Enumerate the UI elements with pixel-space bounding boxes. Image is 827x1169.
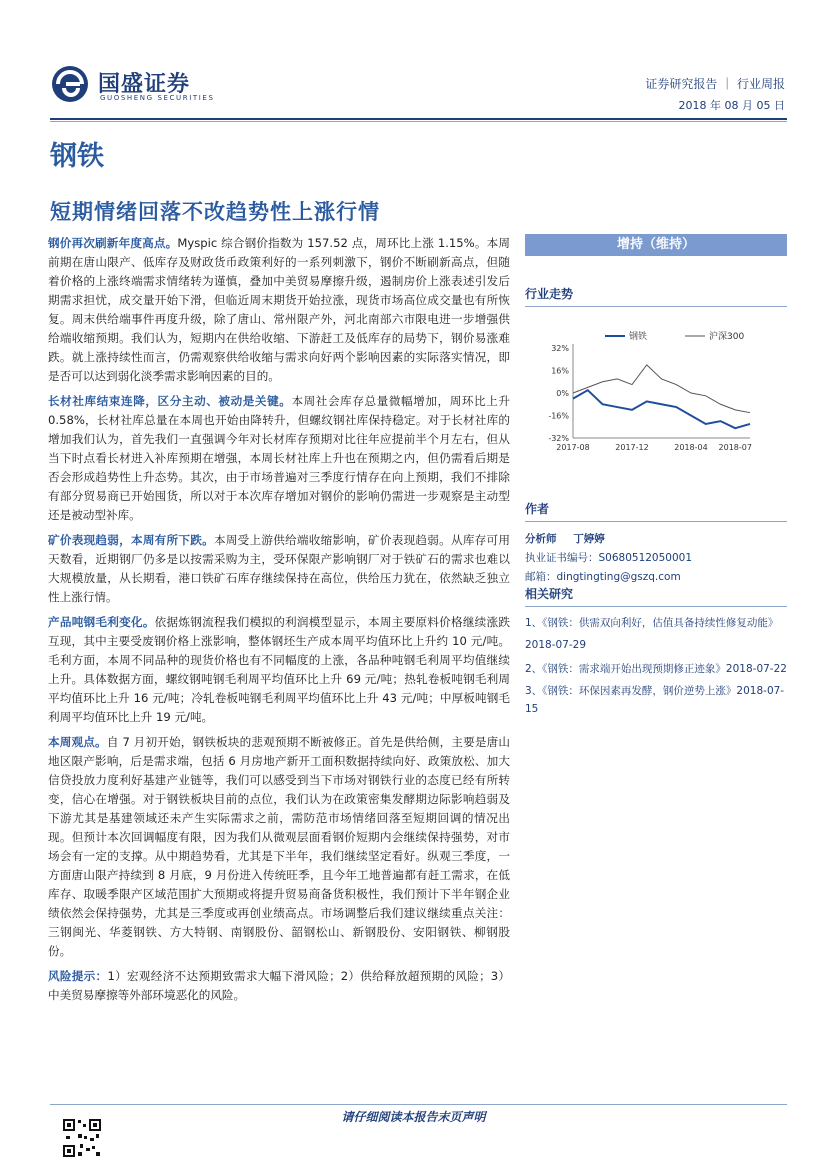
- series-line-steel: [573, 390, 750, 428]
- company-logo: [50, 64, 240, 108]
- analyst-name: 丁婷婷: [573, 533, 605, 545]
- main-content: [48, 234, 510, 1011]
- x-tick-label: 2017-12: [615, 443, 649, 452]
- paragraph-text: Myspic 综合钢价指数为 157.52 点，周环比上涨 1.15%。本周前期在唐山限产、低库存及财政货币政策利好的一系列刺激下，钢价不断刷新高点，但随着价格的上涨终端需求情绪转为谨慎，叠加中美贸易摩擦升级，遏制房价上涨表述引发后期需求担忧，成交量开始下滑，但临近周末期货开始拉涨，现货市场高位成交量也有所恢复。周末供给端事件再度升级，除了唐山、常州限产外，河北南部六市限电进一步增强供给端收缩预期。我们认为，短期内在供给收缩、下游赶工及低库存的局势下，钢价易涨难跌。就上涨持续性而言，仍需观察供给收缩与需求向好两个影响因素的实际落实情况，即是否可以达到弱化淡季需求影响因素的目的。: [48, 236, 510, 383]
- email-link[interactable]: dingtingting@gszq.com: [556, 571, 681, 583]
- paragraph-text: 本周受上游供给端收缩影响，矿价表现趋弱。从库存可用天数看，近期钢厂仍多是以按需采购为主，受环保限产影响钢厂对于铁矿石的需求也难以大规模放量，从长期看，港口铁矿石库存继续保持在高位，供给压力犹在，依然缺乏独立性上涨行情。: [48, 533, 510, 604]
- paragraph-margin: [48, 613, 510, 727]
- legend-label: 钢铁: [629, 332, 648, 342]
- paragraph-lead: 产品吨钢毛利变化。: [48, 615, 155, 629]
- report-meta: [645, 75, 785, 112]
- related-item[interactable]: 2、《钢铁：需求端开始出现预期修正迹象》2018-07-22: [525, 663, 787, 675]
- trend-chart: [525, 326, 787, 462]
- analyst-line: [525, 530, 787, 549]
- logo-text-cn: 国盛证券: [98, 72, 191, 97]
- paragraph-price: [48, 234, 510, 386]
- legend-label: 沪深300: [709, 332, 745, 342]
- license-number: S0680512050001: [598, 552, 693, 564]
- y-tick-label: 32%: [551, 344, 569, 353]
- logo-mark-icon: [50, 64, 90, 104]
- x-tick-label: 2018-04: [674, 443, 708, 452]
- y-tick-label: 16%: [551, 366, 569, 376]
- header-divider: [50, 118, 787, 120]
- paragraph-text: 自 7 月初开始，钢铁板块的悲观预期不断被修正。首先是供给侧，主要是唐山地区限产影响，后是需求端，包括 6 月房地产新开工面积数据持续向好、政策放松、加大信贷投放力度利好基建产业链等，我们可以感受到当下市场对钢铁行业的态度已经有所转变，信心在增强。对于钢铁板块目前的点位，我们认为在政策密集发酵期边际影响趋弱及下游尤其是基建领域还未产生实际需求之前，需防范市场情绪回落至短期回调的情况出现。但预计本次回调幅度有限，因为我们从微观层面看钢价短期内会继续保持强势，对市场会有一定的支撑。从中期趋势看，尤其是下半年，我们继续坚定看好。纵观三季度，一方面唐山限产持续到 8 月底，9 月份进入传统旺季，且今年工地普遍都有赶工需求，在低库存、取暖季限产区域范围扩大预期或将提升贸易商备货积极性，我们预计下半年钢企业绩依然会保持强势，尤其是三季度或再创业绩高点。市场调整后我们建议继续重点关注：三钢闽光、华菱钢铁、方大特钢、南钢股份、韶钢松山、新钢股份、安阳钢铁、柳钢股份。: [48, 735, 510, 958]
- paragraph-text: 1）宏观经济不达预期致需求大幅下滑风险；2）供给释放超预期的风险；3）中美贸易摩擦等外部环境恶化的风险。: [48, 969, 510, 1002]
- paragraph-lead: 钢价再次刷新年度高点。: [48, 236, 178, 250]
- author-section: [525, 500, 787, 587]
- analyst-role: 分析师: [525, 533, 557, 545]
- related-section: [525, 585, 787, 718]
- trend-heading: 行业走势: [525, 285, 787, 307]
- related-item[interactable]: 3、《钢铁：环保因素再发酵，钢价逆势上涨》2018-07-15: [525, 685, 785, 715]
- report-type: 证券研究报告 ｜ 行业周报: [645, 77, 785, 91]
- paragraph-lead: 矿价表现趋弱，本周有所下跌。: [48, 533, 214, 547]
- qr-code-icon: [62, 1118, 102, 1158]
- logo-text-en: GUOSHENG SECURITIES: [100, 94, 215, 102]
- license-label: 执业证书编号：: [525, 552, 599, 564]
- x-tick-label: 2018-07: [718, 443, 752, 452]
- paragraph-lead: 长材社库结束连降，区分主动、被动是关键。: [48, 394, 292, 408]
- series-line-csi300: [573, 365, 750, 413]
- license-line: [525, 549, 787, 568]
- x-tick-label: 2017-08: [556, 443, 590, 452]
- footer-disclaimer: 请仔细阅读本报告末页声明: [341, 1110, 486, 1124]
- related-heading: 相关研究: [525, 585, 787, 607]
- rating-badge: 增持（维持）: [525, 234, 787, 256]
- header-divider-thin: [50, 121, 787, 122]
- paragraph-ore: [48, 531, 510, 607]
- paragraph-inventory: [48, 392, 510, 525]
- sector-title: 钢铁: [50, 141, 104, 172]
- related-item[interactable]: 1、《钢铁：供需双向利好，估值具备持续性修复动能》: [525, 617, 779, 629]
- y-tick-label: 0%: [556, 389, 569, 398]
- report-date: 2018 年 08 月 05 日: [678, 99, 785, 112]
- y-tick-label: -32%: [548, 434, 569, 443]
- sidebar: [525, 234, 787, 307]
- paragraph-text: 依据炼钢流程我们模拟的利润模型显示，本周主要原料价格继续涨跌互现，其中主要受废钢价格上涨影响，整体钢坯生产成本周平均值环比上升约 10 元/吨。毛利方面，本周不同品种的现货价格也有不同幅度的上涨，各品种吨钢毛利周平均值继续上升。具体数据方面，螺纹钢吨钢毛利周平均值环比上升 69 元/吨；热轧卷板吨钢毛利周平均值环比上升 16 元/吨；冷轧卷板吨钢毛利周平均值环比上升 43 元/吨；中厚板吨钢毛利周平均值环比上升 19 元/吨。: [48, 615, 510, 724]
- report-title: 短期情绪回落不改趋势性上涨行情: [50, 200, 380, 224]
- paragraph-view: [48, 733, 510, 961]
- related-item-date: 2018-07-29: [525, 639, 587, 651]
- paragraph-lead: 本周观点。: [48, 735, 107, 749]
- footer-divider: [50, 1104, 787, 1105]
- email-label: 邮箱：: [525, 571, 557, 583]
- author-heading: 作者: [525, 500, 787, 522]
- paragraph-risk: [48, 967, 510, 1005]
- trend-chart-svg: [525, 326, 787, 462]
- y-tick-label: -16%: [548, 411, 569, 421]
- paragraph-text: 本周社会库存总量微幅增加，周环比上升 0.58%，长材社库总量在本周也开始由降转升，但螺纹钢社库保持稳定。对于长材社库的增加我们认为，首先我们一直强调今年对长材库存预期对比往年应提前半个月左右，但从当下时点看长材进入补库预期在增强，本周长材社库上升也在预期之内，但仍需看后期是否会形成趋势性上升态势。其次，由于市场普遍对三季度行情存在向上预期，我们不排除有部分贸易商已开始囤货，所以对于本次库存增加对钢价的影响仍需进一步观察是主动型还是被动型补库。: [48, 394, 510, 522]
- paragraph-lead: 风险提示：: [48, 969, 108, 983]
